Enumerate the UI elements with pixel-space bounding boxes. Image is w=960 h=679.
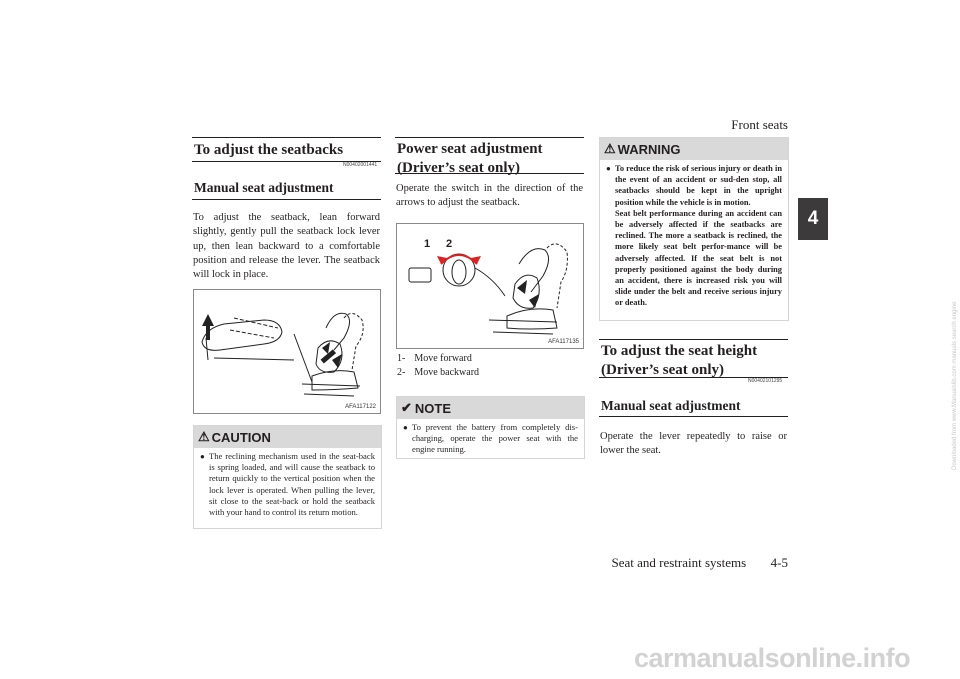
heading-rule (395, 137, 584, 138)
caution-item (194, 448, 381, 522)
caution-label: CAUTION (211, 429, 271, 445)
list-item: 1- Move forward (397, 353, 472, 364)
site-watermark: carmanualsonline.info (634, 643, 911, 673)
figure-seatback-lever (193, 289, 381, 414)
section-name: Seat and restraint systems (611, 555, 747, 570)
subheading-manual: Manual seat adjustment (601, 398, 741, 413)
note-label: NOTE (414, 400, 452, 416)
document-code: N00402101295 (748, 378, 783, 384)
heading-seat-height: To adjust the seat height (Driver’s seat only) (601, 343, 758, 378)
warning-header (600, 138, 788, 160)
figure-id: AFA117135 (548, 339, 579, 345)
heading-rule (599, 339, 788, 340)
warning-triangle-icon: ⚠ (604, 141, 616, 156)
running-footer (611, 555, 788, 571)
caution-text: The reclining mechanism used in the seat-back is spring loaded, and will cause the seatback to return quickly to the vertical position when the lock lever is operated. When pulling the lever, sit close to the seat-back or hold the seatback with your hand to control its return motion. (209, 451, 375, 518)
note-text: To prevent the battery from completely dis-charging, operate the power seat with the engine running. (412, 422, 578, 455)
figure-power-seat-switch (396, 223, 584, 349)
document-code: N00402001441 (343, 162, 378, 168)
note-header (397, 397, 584, 419)
figure-id: AFA117122 (345, 404, 376, 410)
list-item: 2- Move backward (397, 366, 480, 378)
seat-illustration (194, 290, 380, 413)
warning-box (599, 137, 789, 321)
paragraph-power-seat: Operate the switch in the direction of the arrows to adjust the seatback. (396, 183, 583, 209)
warning-text: To reduce the risk of serious injury or death in the event of an accident or sud-den stop, all seatbacks should be kept in the upright position while the vehicle is in motion. (615, 164, 782, 207)
warning-label: WARNING (617, 141, 681, 157)
bullet-icon: ● (403, 423, 408, 432)
note-item (397, 419, 584, 460)
checkmark-icon: ✔ (401, 400, 412, 415)
callout-list (397, 352, 583, 379)
side-watermark: Downloaded from www.Manualslib.com manuals search engine (952, 301, 958, 470)
subheading-manual: Manual seat adjustment (194, 180, 334, 195)
subheading-rule (192, 199, 381, 200)
warning-item (600, 160, 788, 313)
warning-text-2: Seat belt performance during an accident can be adversely affected if the seatbacks are reclined. The more a seatback is reclined, the more likely seat belt perfor-mance will be adversely affected. If the seat belt is not properly positioned against the body during an accident, there is increased risk you will slide under the belt and receive serious injury or death. (615, 208, 782, 308)
bullet-icon: ● (200, 452, 205, 461)
chapter-tab: 4 (798, 198, 828, 240)
heading-rule (192, 137, 381, 138)
warning-triangle-icon: ⚠ (198, 429, 210, 444)
heading-power-seat: Power seat adjustment (Driver’s seat only) (397, 141, 543, 176)
note-box (396, 396, 585, 459)
bullet-icon: ● (606, 164, 611, 173)
page-number: 4-5 (770, 555, 788, 570)
figure-callout-1: 1 (424, 238, 431, 250)
heading-rule (395, 173, 584, 174)
heading-seatbacks: To adjust the seatbacks (194, 142, 344, 158)
paragraph-seat-height: Operate the lever repeatedly to raise or lower the seat. (600, 431, 787, 457)
caution-box (193, 425, 382, 529)
running-header-title: Front seats (731, 117, 788, 132)
paragraph-seatback: To adjust the seatback, lean forward slightly, gently pull the seatback lock lever up, then lean backward to a comfortable position and release the lever. The seatback will lock in place. (193, 212, 380, 281)
figure-callout-2: 2 (446, 238, 453, 250)
caution-header (194, 426, 381, 448)
subheading-rule (599, 416, 788, 417)
